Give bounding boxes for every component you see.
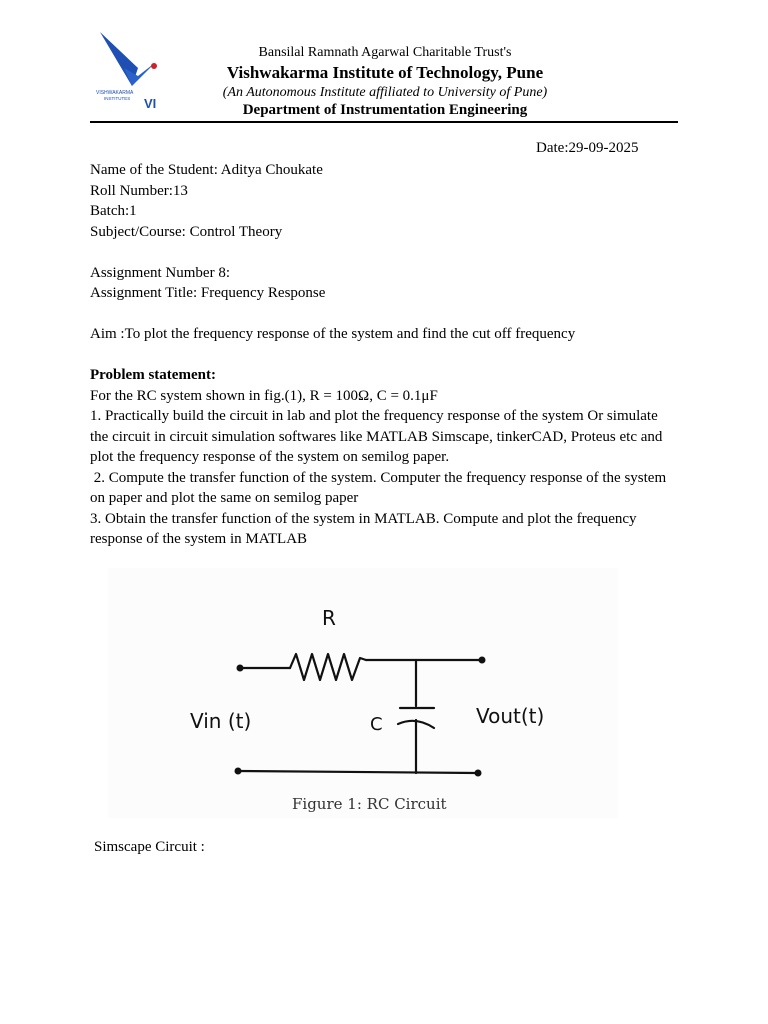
logo-mark: VI (144, 96, 157, 111)
problem-item-3a: 3. Obtain the transfer function of the system in MATLAB. Compute and plot the frequency (90, 510, 637, 527)
student-name: Name of the Student: Aditya Choukate (90, 162, 323, 178)
aim: Aim :To plot the frequency response of the system and find the cut off frequency (90, 326, 576, 342)
batch: Batch:1 (90, 203, 137, 219)
problem-item-1a: 1. Practically build the circuit in lab and plot the frequency response of the system Or simulate (90, 408, 658, 424)
problem-heading: Problem statement: (90, 367, 216, 383)
problem-item-2a: 2. Compute the transfer function of the system. Computer the frequency response of the system (90, 469, 667, 486)
subject: Subject/Course: Control Theory (90, 223, 283, 240)
vit-logo-icon (94, 28, 164, 112)
label-vout: Vout(t) (476, 704, 545, 728)
header-divider (90, 121, 678, 123)
trust-name: Bansilal Ramnath Agarwal Charitable Trust's (258, 45, 512, 60)
label-c: C (370, 714, 383, 735)
assignment-title: Assignment Title: Frequency Response (90, 285, 326, 301)
letterhead (180, 44, 590, 120)
label-r: R (322, 606, 336, 630)
institute-name: Vishwakarma Institute of Technology, Pune (226, 63, 544, 82)
problem-item-3b: response of the system in MATLAB (90, 531, 308, 547)
department-name: Department of Instrumentation Engineering (242, 102, 528, 118)
roll-number: Roll Number:13 (90, 182, 188, 199)
problem-item-1c: plot the frequency response of the system on semilog paper. (90, 449, 450, 465)
problem-item-1b: the circuit in circuit simulation softwares like MATLAB Simscape, tinkerCAD, Proteus etc and (90, 428, 663, 445)
simscape-label: Simscape Circuit : (94, 839, 205, 855)
document-body (90, 160, 680, 550)
assignment-number: Assignment Number 8: (90, 264, 230, 281)
date: Date:29-09-2025 (536, 140, 639, 156)
logo-text-bottom: INSTITUTES (104, 96, 131, 101)
problem-intro: For the RC system shown in fig.(1), R = 100Ω, C = 0.1μF (90, 387, 438, 404)
rc-circuit-figure (108, 568, 618, 818)
figure-caption: Figure 1: RC Circuit (292, 795, 447, 813)
label-vin: Vin (t) (190, 709, 252, 733)
problem-item-2b: on paper and plot the same on semilog paper (90, 490, 359, 506)
affiliation: (An Autonomous Institute affiliated to University of Pune) (222, 85, 548, 100)
logo-text-top: VISHWAKARMA (96, 90, 134, 96)
